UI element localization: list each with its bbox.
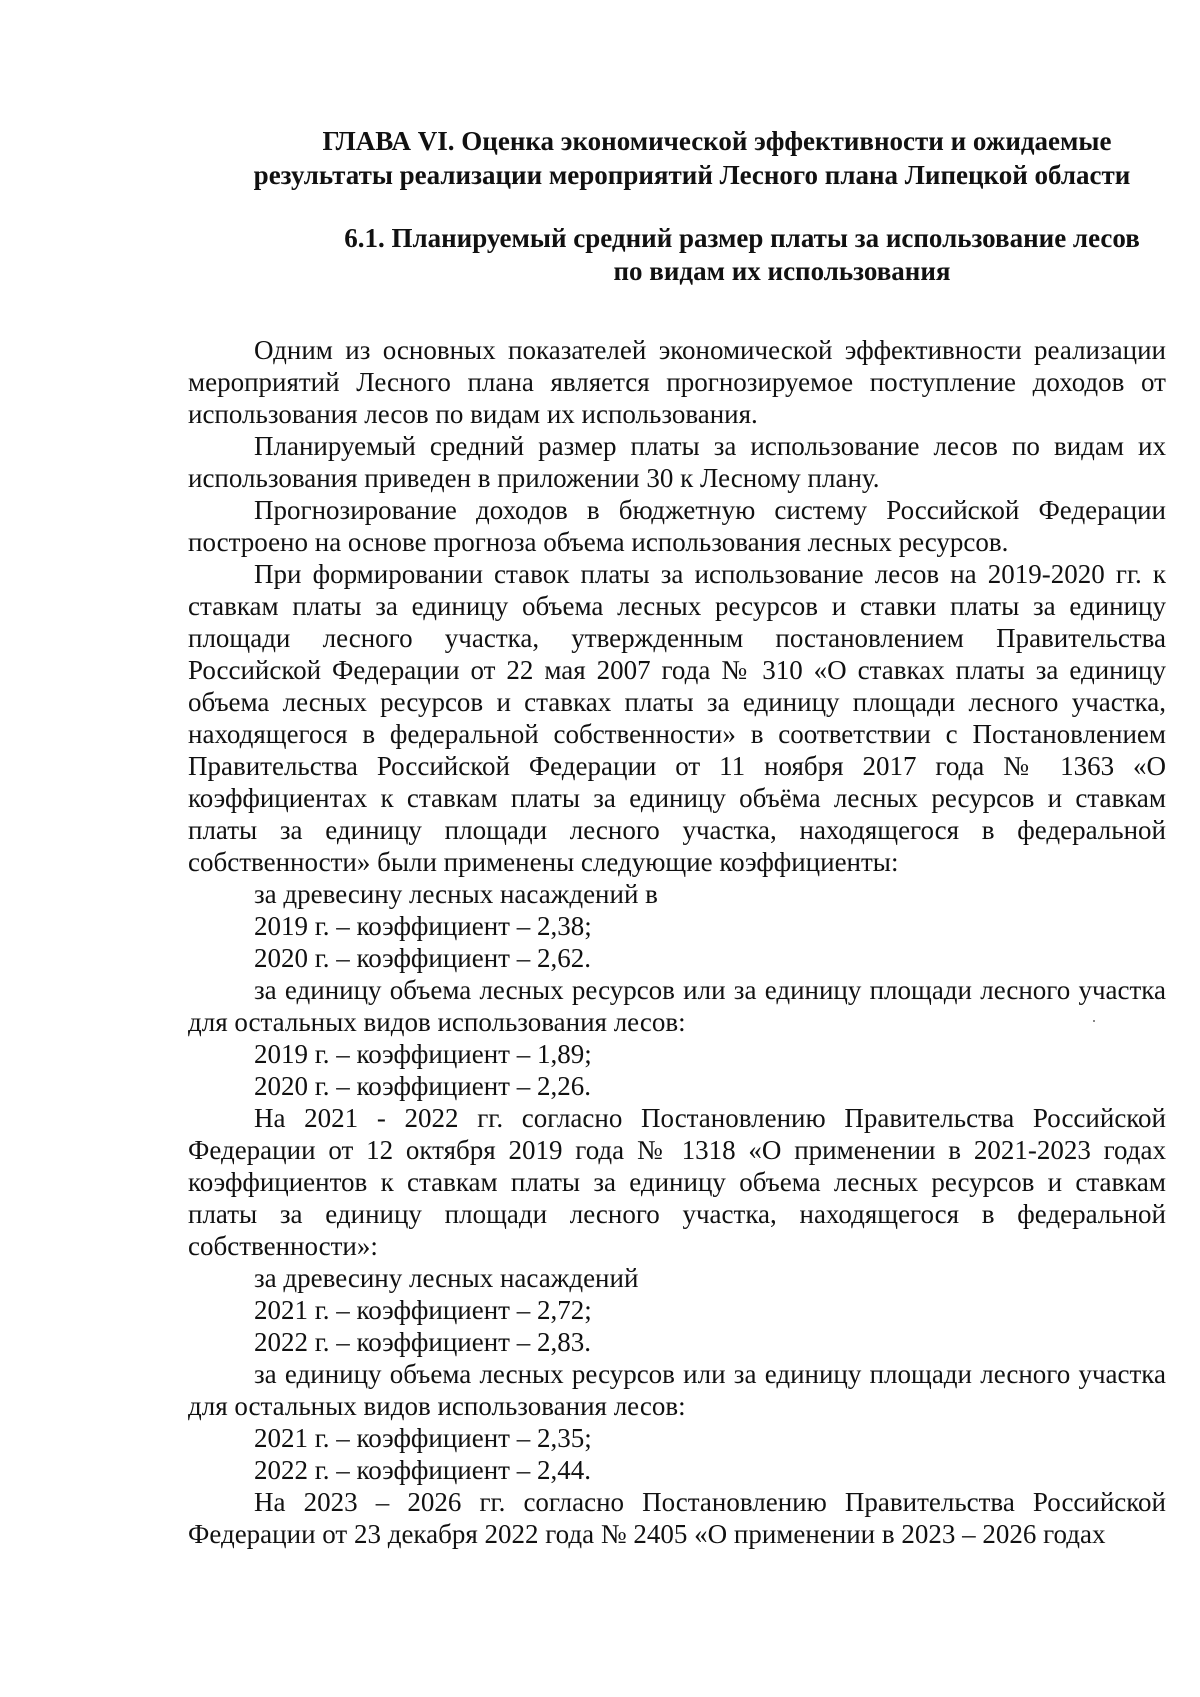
paragraph: На 2023 – 2026 гг. согласно Постановлению Правительства Российской Федерации от 23 декабря 2022 года № 2405 «О применении в 2023 – 2026 годах (188, 1487, 1166, 1549)
chapter-title (188, 124, 1166, 192)
body-text (188, 334, 1166, 1550)
paragraph: Одним из основных показателей экономической эффективности реализации мероприятий Лесного плана является прогнозируемое поступление доходов от использования лесов по видам их использования. (188, 335, 1166, 429)
paragraph: Прогнозирование доходов в бюджетную систему Российской Федерации построено на основе прогноза объема использования лесных ресурсов. (188, 495, 1166, 557)
paragraph: за единицу объема лесных ресурсов или за единицу площади лесного участка для остальных видов использования лесов: (188, 1359, 1166, 1421)
list-item: 2020 г. – коэффициент – 2,62. (254, 943, 591, 973)
document-content (188, 124, 1166, 1550)
scan-speck (1093, 1020, 1095, 1022)
paragraph: На 2021 - 2022 гг. согласно Постановлению Правительства Российской Федерации от 12 октября 2019 года № 1318 «О применении в 2021-2023 годах коэффициентов к ставкам платы за единицу объема лесных ресурсов и ставкам платы за единицу площади лесного участка, находящегося в федеральной собственности»: (188, 1103, 1166, 1261)
list-item: 2021 г. – коэффициент – 2,72; (254, 1295, 592, 1325)
list-item: 2020 г. – коэффициент – 2,26. (254, 1071, 591, 1101)
section-title-line-2: по видам их использования (613, 256, 951, 286)
list-item: за древесину лесных насаждений в (254, 879, 658, 909)
list-item: 2019 г. – коэффициент – 1,89; (254, 1039, 592, 1069)
list-item: 2021 г. – коэффициент – 2,35; (254, 1423, 592, 1453)
list-item: 2022 г. – коэффициент – 2,83. (254, 1327, 591, 1357)
chapter-title-line-1: ГЛАВА VI. Оценка экономической эффективности и ожидаемые (322, 126, 1112, 156)
section-title-line-1: 6.1. Планируемый средний размер платы за использование лесов (344, 223, 1140, 253)
paragraph: При формировании ставок платы за использование лесов на 2019-2020 гг. к ставкам платы за единицу объема лесных ресурсов и ставки платы за единицу площади лесного участка, утвержденным постановлением Правительства Российской Федерации от 22 мая 2007 года № 310 «О ставках платы за единицу объема лесных ресурсов и ставках платы за единицу площади лесного участка, находящегося в федеральной собственности» в соответствии с Постановлением Правительства Российской Федерации от 11 ноября 2017 года № 1363 «О коэффициентах к ставкам платы за единицу объёма лесных ресурсов и ставкам платы за единицу площади лесного участка, находящегося в федеральной собственности» были применены следующие коэффициенты: (188, 559, 1166, 877)
list-item: 2022 г. – коэффициент – 2,44. (254, 1455, 591, 1485)
chapter-title-line-2: результаты реализации мероприятий Лесного плана Липецкой области (253, 160, 1131, 190)
paragraph: за единицу объема лесных ресурсов или за единицу площади лесного участка для остальных видов использования лесов: (188, 975, 1166, 1037)
list-item: за древесину лесных насаждений (254, 1263, 639, 1293)
list-item: 2019 г. – коэффициент – 2,38; (254, 911, 592, 941)
section-title (188, 222, 1166, 288)
paragraph: Планируемый средний размер платы за использование лесов по видам их использования приведен в приложении 30 к Лесному плану. (188, 431, 1166, 493)
